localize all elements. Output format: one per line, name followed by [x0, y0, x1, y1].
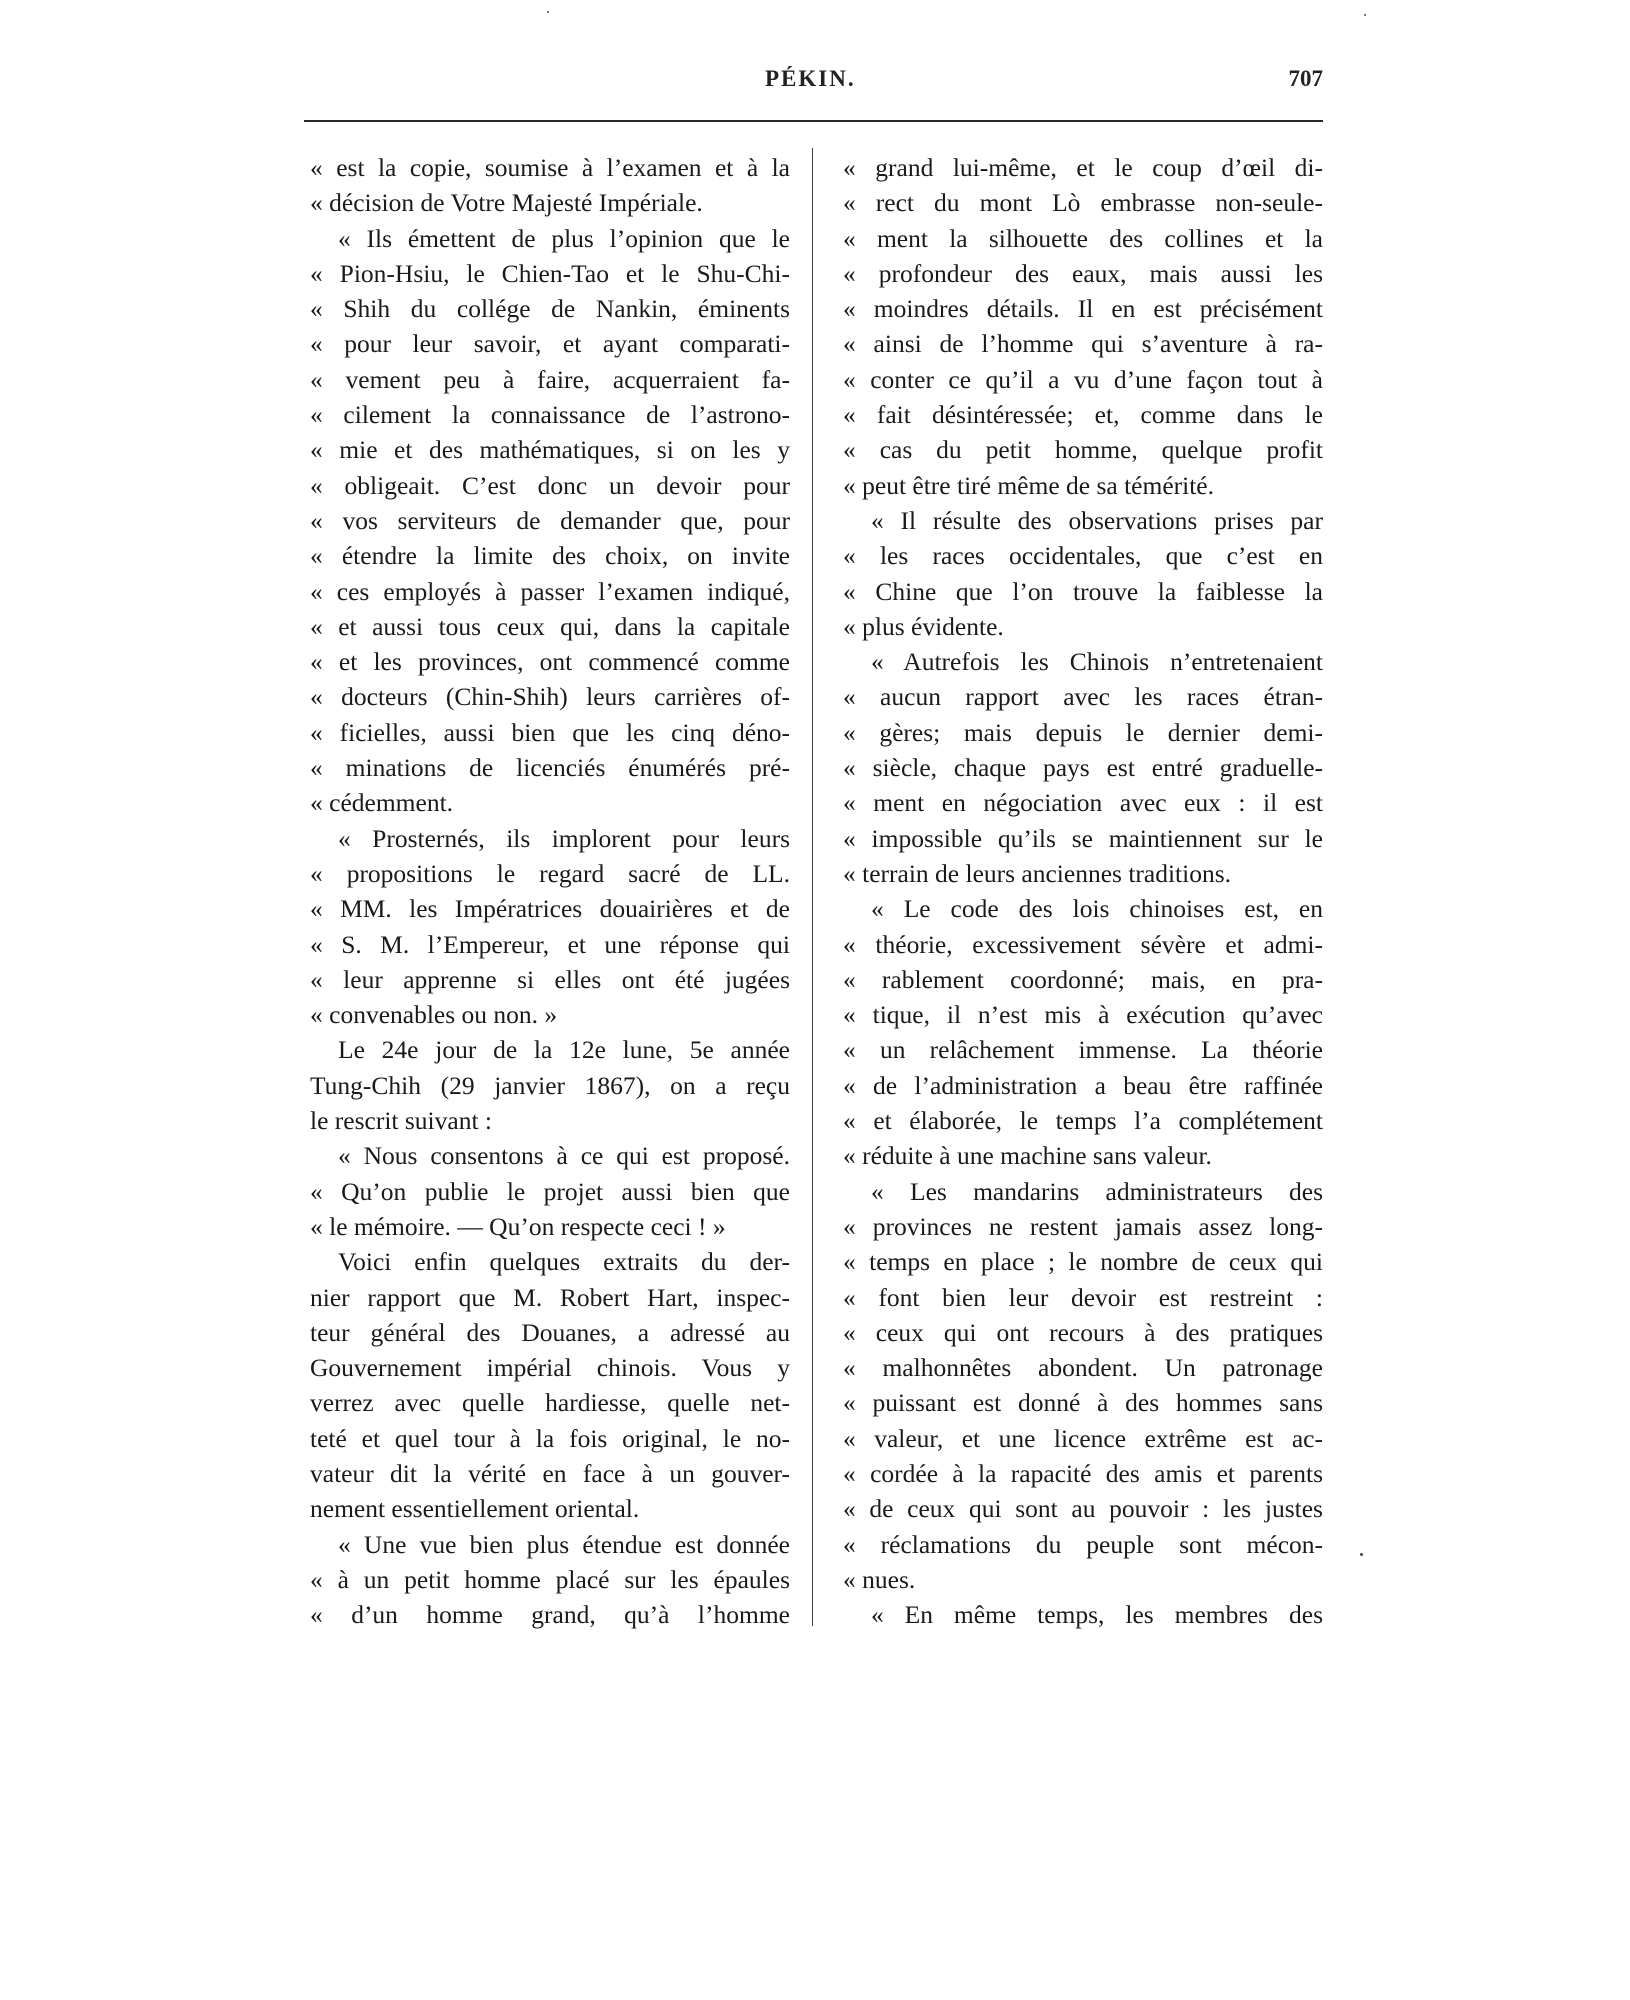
text-line: « Autrefois les Chinois n’entretenaient: [871, 647, 1323, 677]
running-title: PÉKIN.: [765, 66, 856, 91]
text-line: nier rapport que M. Robert Hart, inspec-: [310, 1282, 790, 1312]
text-line: « étendre la limite des choix, on invite: [310, 541, 790, 571]
text-line: « puissant est donné à des hommes sans: [843, 1388, 1323, 1418]
text-line: « de l’administration a beau être raffinée: [843, 1070, 1323, 1100]
scan-speck: [1360, 1553, 1363, 1556]
text-line: « vos serviteurs de demander que, pour: [310, 505, 790, 535]
column-separator: [812, 148, 813, 1626]
text-line: « provinces ne restent jamais assez long-: [843, 1211, 1323, 1241]
text-line: teur général des Douanes, a adressé au: [310, 1317, 790, 1347]
text-line: « conter ce qu’il a vu d’une façon tout à: [843, 364, 1323, 394]
text-line: « pour leur savoir, et ayant comparati-: [310, 329, 790, 359]
text-line: « Il résulte des observations prises par: [871, 505, 1323, 535]
text-line: « le mémoire. — Qu’on respecte ceci ! »: [310, 1211, 726, 1241]
text-line: « minations de licenciés énumérés pré-: [310, 753, 790, 783]
text-line: « cas du petit homme, quelque profit: [843, 435, 1323, 465]
text-line: « malhonnêtes abondent. Un patronage: [843, 1353, 1323, 1383]
text-line: « et les provinces, ont commencé comme: [310, 647, 790, 677]
text-line: « gères; mais depuis le dernier demi-: [843, 717, 1323, 747]
text-line: Voici enfin quelques extraits du der-: [338, 1247, 790, 1277]
text-line: vateur dit la vérité en face à un gouver-: [310, 1458, 790, 1488]
text-line: « théorie, excessivement sévère et admi-: [843, 929, 1323, 959]
text-line: « cordée à la rapacité des amis et parents: [843, 1458, 1323, 1488]
text-line: « obligeait. C’est donc un devoir pour: [310, 470, 790, 500]
text-line: « vement peu à faire, acquerraient fa-: [310, 364, 790, 394]
text-line: « et élaborée, le temps l’a complétement: [843, 1106, 1323, 1136]
text-line: teté et quel tour à la fois original, le no-: [310, 1423, 790, 1453]
text-line: « impossible qu’ils se maintiennent sur le: [843, 823, 1323, 853]
text-line: « ficielles, aussi bien que les cinq déno-: [310, 717, 790, 747]
text-line: « terrain de leurs anciennes traditions.: [843, 858, 1232, 888]
scan-speck: [547, 11, 549, 13]
text-line: « cilement la connaissance de l’astrono-: [310, 400, 790, 430]
text-line: Le 24e jour de la 12e lune, 5e année: [338, 1035, 790, 1065]
text-line: « rablement coordonné; mais, en pra-: [843, 964, 1323, 994]
left-column: [310, 150, 790, 1632]
text-line: « plus évidente.: [843, 611, 1004, 641]
text-line: « Pion-Hsiu, le Chien-Tao et le Shu-Chi-: [310, 258, 790, 288]
text-line: « fait désintéressée; et, comme dans le: [843, 400, 1323, 430]
text-line: « moindres détails. Il en est précisément: [843, 294, 1323, 324]
text-line: « leur apprenne si elles ont été jugées: [310, 964, 790, 994]
text-line: « et aussi tous ceux qui, dans la capitale: [310, 611, 790, 641]
text-line: « ceux qui ont recours à des pratiques: [843, 1317, 1323, 1347]
text-line: « Chine que l’on trouve la faiblesse la: [843, 576, 1323, 606]
text-line: « Prosternés, ils implorent pour leurs: [338, 823, 790, 853]
text-line: « ainsi de l’homme qui s’aventure à ra-: [843, 329, 1323, 359]
text-line: « ment en négociation avec eux : il est: [843, 788, 1323, 818]
right-column: [843, 150, 1323, 1632]
text-line: le rescrit suivant :: [310, 1106, 492, 1136]
text-line: « Nous consentons à ce qui est proposé.: [338, 1141, 790, 1171]
text-line: Tung-Chih (29 janvier 1867), on a reçu: [310, 1070, 790, 1100]
header-rule: [304, 120, 1323, 122]
text-line: « aucun rapport avec les races étran-: [843, 682, 1323, 712]
text-line: « propositions le regard sacré de LL.: [310, 858, 790, 888]
text-line: « Les mandarins administrateurs des: [871, 1176, 1323, 1206]
page-number: 707: [1288, 66, 1323, 91]
text-line: « Shih du collége de Nankin, éminents: [310, 294, 790, 324]
text-line: « décision de Votre Majesté Impériale.: [310, 188, 703, 218]
text-line: « docteurs (Chin-Shih) leurs carrières of-: [310, 682, 790, 712]
text-line: « font bien leur devoir est restreint :: [843, 1282, 1323, 1312]
text-line: « réduite à une machine sans valeur.: [843, 1141, 1212, 1171]
text-line: « tique, il n’est mis à exécution qu’avec: [843, 1000, 1323, 1030]
text-line: « rect du mont Lò embrasse non-seule-: [843, 188, 1323, 218]
text-line: « grand lui-même, et le coup d’œil di-: [843, 153, 1323, 182]
text-line: « siècle, chaque pays est entré graduelle-: [843, 753, 1323, 783]
text-line: « mie et des mathématiques, si on les y: [310, 435, 790, 465]
text-line: « MM. les Impératrices douairières et de: [310, 894, 790, 924]
text-line: « à un petit homme placé sur les épaules: [310, 1564, 790, 1594]
text-line: « peut être tiré même de sa témérité.: [843, 470, 1214, 500]
text-line: « réclamations du peuple sont mécon-: [843, 1529, 1323, 1559]
running-head: [304, 62, 1323, 96]
text-line: « Le code des lois chinoises est, en: [871, 894, 1323, 924]
text-line: « ces employés à passer l’examen indiqué,: [310, 576, 790, 606]
text-line: « est la copie, soumise à l’examen et à la: [310, 153, 790, 182]
text-line: Gouvernement impérial chinois. Vous y: [310, 1353, 790, 1383]
text-line: « un relâchement immense. La théorie: [843, 1035, 1323, 1065]
text-line: « d’un homme grand, qu’à l’homme: [310, 1600, 790, 1630]
text-line: « Une vue bien plus étendue est donnée: [338, 1529, 790, 1559]
text-line: verrez avec quelle hardiesse, quelle net-: [310, 1388, 790, 1418]
scan-speck: [1364, 14, 1366, 16]
text-line: « nues.: [843, 1564, 916, 1594]
text-line: « convenables ou non. »: [310, 1000, 558, 1030]
text-line: « En même temps, les membres des: [871, 1600, 1323, 1630]
text-line: « S. M. l’Empereur, et une réponse qui: [310, 929, 790, 959]
text-line: « temps en place ; le nombre de ceux qui: [843, 1247, 1323, 1277]
text-line: « valeur, et une licence extrême est ac-: [843, 1423, 1323, 1453]
text-line: nement essentiellement oriental.: [310, 1494, 640, 1524]
text-line: « Ils émettent de plus l’opinion que le: [338, 223, 790, 253]
text-line: « profondeur des eaux, mais aussi les: [843, 258, 1323, 288]
text-line: « les races occidentales, que c’est en: [843, 541, 1323, 571]
text-line: « Qu’on publie le projet aussi bien que: [310, 1176, 790, 1206]
text-line: « de ceux qui sont au pouvoir : les justes: [843, 1494, 1323, 1524]
text-line: « cédemment.: [310, 788, 454, 818]
text-line: « ment la silhouette des collines et la: [843, 223, 1323, 253]
